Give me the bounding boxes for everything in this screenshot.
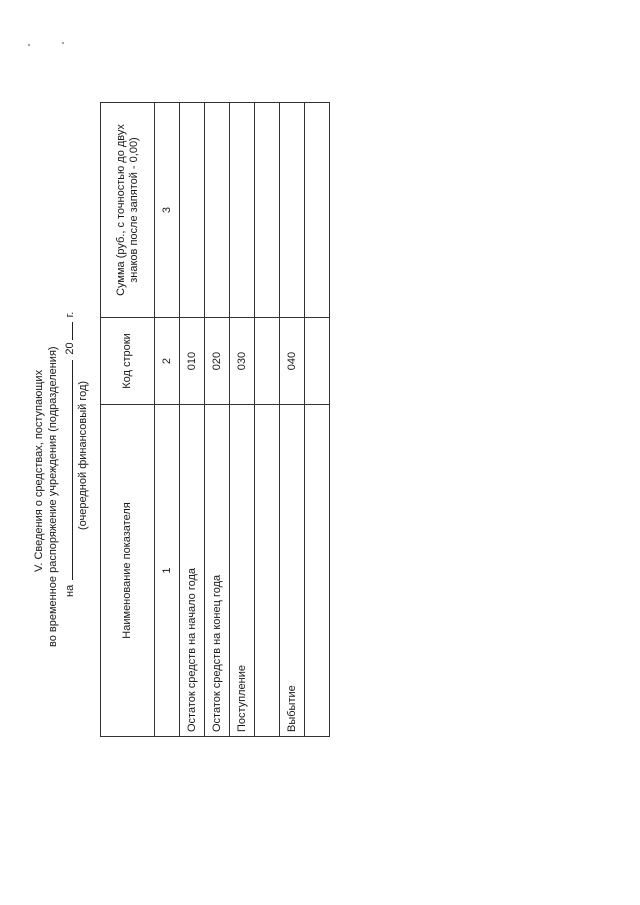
row-code-cell <box>305 318 330 405</box>
table-row <box>230 103 255 737</box>
row-sum-cell <box>205 103 230 318</box>
row-code-cell <box>255 318 280 405</box>
column-header-sum: Сумма (руб., с точностью до двух знаков после запятой - 0,00) <box>101 103 155 318</box>
row-sum-cell <box>180 103 205 318</box>
year-prefix-label: на <box>64 584 76 597</box>
table-row <box>280 103 305 737</box>
funds-table <box>100 102 330 737</box>
row-sum-cell <box>255 103 280 318</box>
row-code-cell: 020 <box>205 318 230 405</box>
row-name-cell <box>255 405 280 737</box>
row-sum-cell <box>280 103 305 318</box>
row-name-cell: Поступление <box>230 405 255 737</box>
row-sum-cell <box>305 103 330 318</box>
row-name-cell: Выбытие <box>280 405 305 737</box>
year-line <box>62 0 77 597</box>
section-subtitle: во временное распоряжение учреждения (подразделения) <box>47 346 59 647</box>
table-row <box>180 103 205 737</box>
blank-underline <box>62 360 73 580</box>
year-digits-label: 20 <box>64 342 76 355</box>
table-column-numbers-row <box>155 103 180 737</box>
row-name-cell <box>305 405 330 737</box>
scan-speck <box>62 42 64 44</box>
year-caption: (очередной финансовый год) <box>77 380 89 530</box>
row-code-cell: 040 <box>280 318 305 405</box>
column-header-name: Наименование показателя <box>101 405 155 737</box>
row-code-cell: 030 <box>230 318 255 405</box>
year-suffix-label: г. <box>64 311 76 318</box>
column-number: 1 <box>155 405 180 737</box>
column-header-code: Код строки <box>101 318 155 405</box>
table-header-row <box>101 103 155 737</box>
year-blank-underline <box>62 322 73 340</box>
column-number: 3 <box>155 103 180 318</box>
scan-speck <box>28 44 30 46</box>
table-row <box>255 103 280 737</box>
column-number: 2 <box>155 318 180 405</box>
row-name-cell: Остаток средств на начало года <box>180 405 205 737</box>
row-name-cell: Остаток средств на конец года <box>205 405 230 737</box>
table-row <box>305 103 330 737</box>
row-sum-cell <box>230 103 255 318</box>
row-code-cell: 010 <box>180 318 205 405</box>
section-title: V. Сведения о средствах, поступающих <box>33 369 45 572</box>
table-row <box>205 103 230 737</box>
